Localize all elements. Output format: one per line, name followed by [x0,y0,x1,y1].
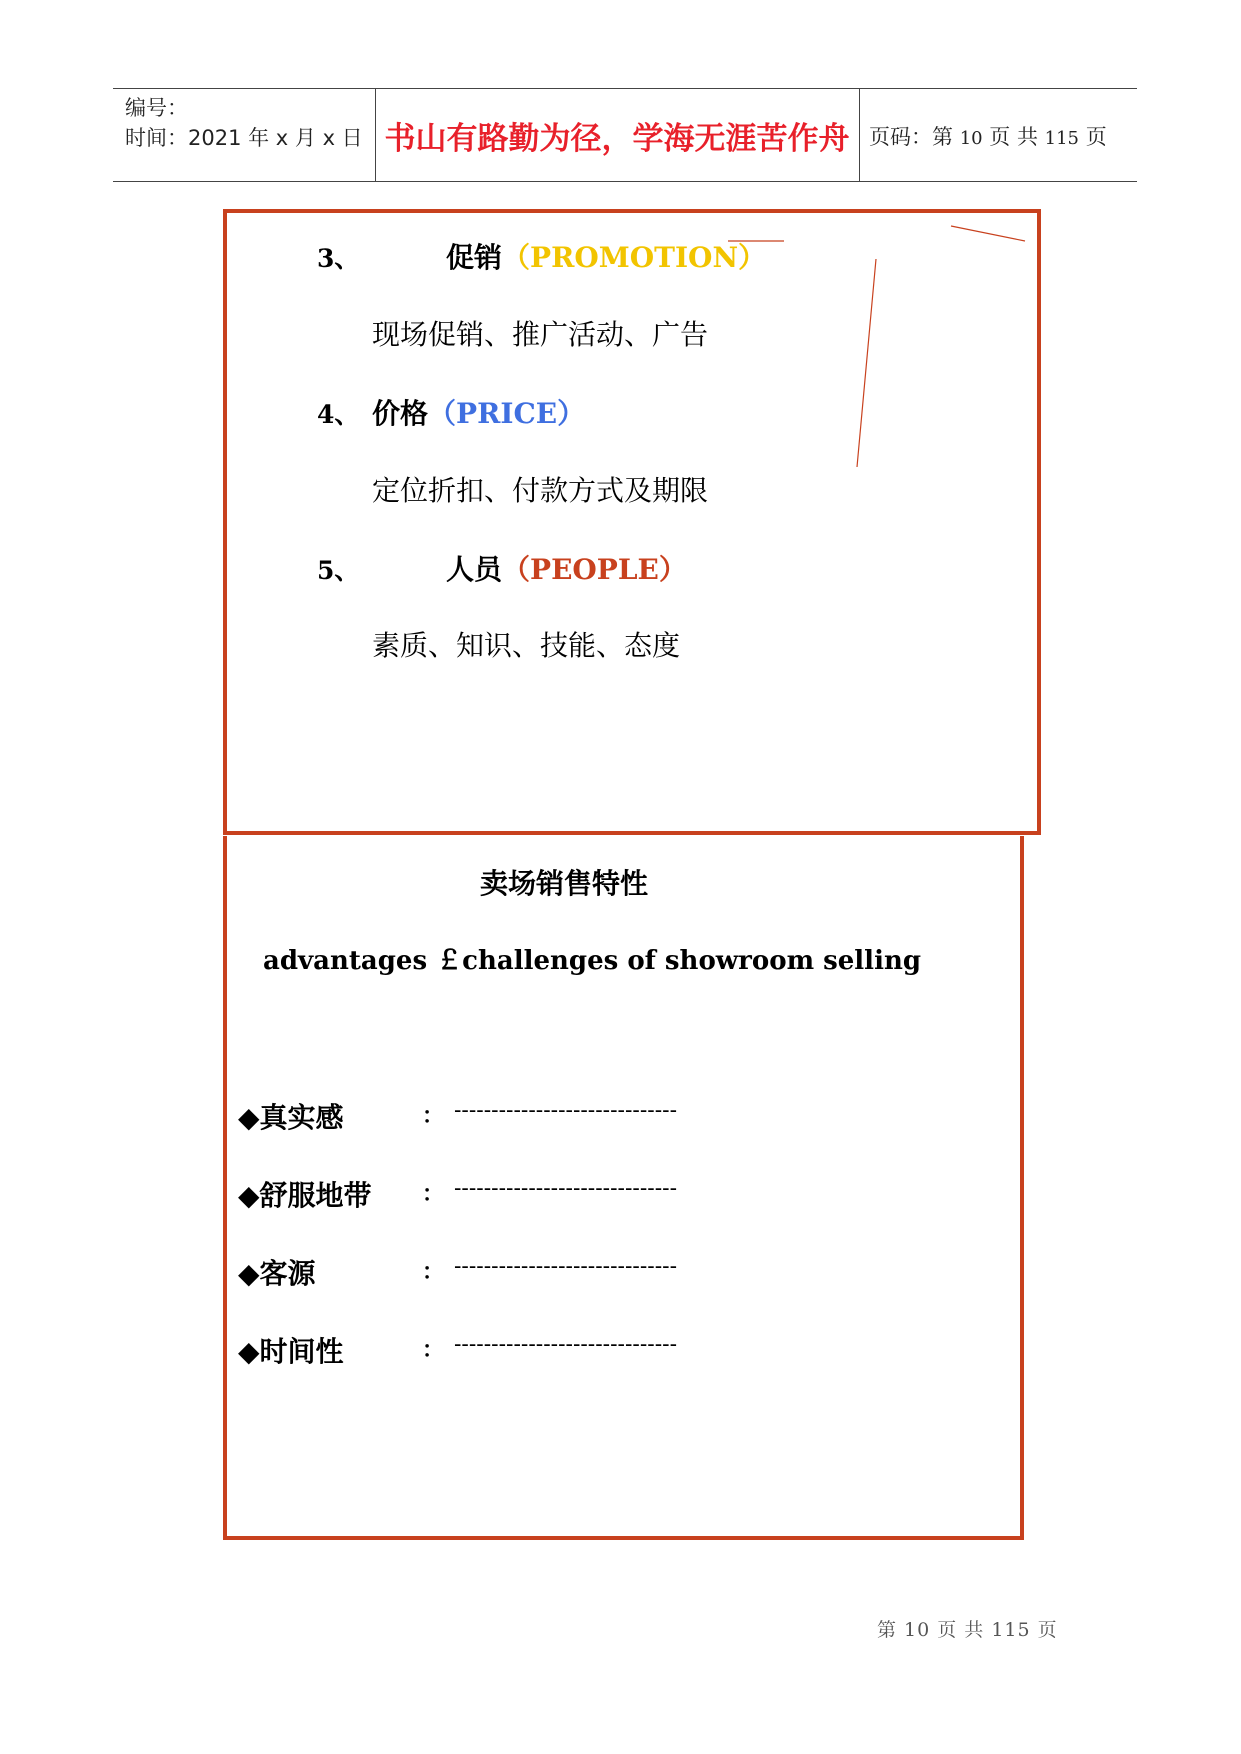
showroom-title: 卖场销售特性 [480,867,649,900]
item5-title: 人员 [446,553,503,586]
item4-title: 价格 [372,397,429,430]
row-blank: ------------------------------ [454,1176,678,1201]
page-footer: 第 10 页 共 115 页 [877,1619,1058,1641]
row-blank: ------------------------------ [454,1098,678,1123]
deco-line [857,259,876,467]
diamond-bullet-icon: ◆ [238,1335,260,1368]
page-label-prefix: 页码：第 [869,125,953,149]
item5-detail: 素质、知识、技能、态度 [372,629,681,662]
time-label: 时间：2021 年 x 月 x 日 [125,126,363,150]
showroom-subtitle: advantages ￡challenges of showroom selling [263,946,922,976]
diamond-bullet-icon: ◆ [238,1101,260,1134]
page-label-mid: 页 共 [989,125,1038,149]
row-label: 真实感 [259,1101,344,1134]
item3-heading [446,236,766,276]
item5-number: 5、 [317,556,360,585]
row-colon: ： [422,1181,445,1207]
showroom-row [238,1330,344,1370]
diamond-bullet-icon: ◆ [238,1179,260,1212]
row-colon: ： [422,1259,445,1285]
row-colon: ： [422,1103,445,1129]
page-label-suffix: 页 [1085,125,1107,149]
row-colon: ： [422,1337,445,1363]
row-label: 舒服地带 [259,1179,372,1212]
item3-title: 促销 [446,241,503,274]
item3-english: （PROMOTION） [502,241,767,274]
row-label: 时间性 [259,1335,344,1368]
showroom-row [238,1174,372,1214]
row-blank: ------------------------------ [454,1254,678,1279]
row-blank: ------------------------------ [454,1332,678,1357]
page-number: 10 [959,128,983,149]
item3-detail: 现场促销、推广活动、广告 [372,318,709,351]
page-total: 115 [1044,128,1080,149]
item4-heading [372,392,585,432]
item3-number: 3、 [317,244,360,273]
serial-label: 编号： [125,96,188,120]
showroom-row [238,1252,316,1292]
item4-number: 4、 [317,400,360,429]
row-label: 客源 [259,1257,316,1290]
item4-detail: 定位折扣、付款方式及期限 [372,474,709,507]
header-motto: 书山有路勤为径，学海无涯苦作舟 [384,121,850,157]
item4-english: （PRICE） [428,397,586,430]
diamond-bullet-icon: ◆ [238,1257,260,1290]
item5-english: （PEOPLE） [502,553,687,586]
showroom-row [238,1096,344,1136]
item5-heading [446,548,687,588]
deco-line [951,226,1025,241]
